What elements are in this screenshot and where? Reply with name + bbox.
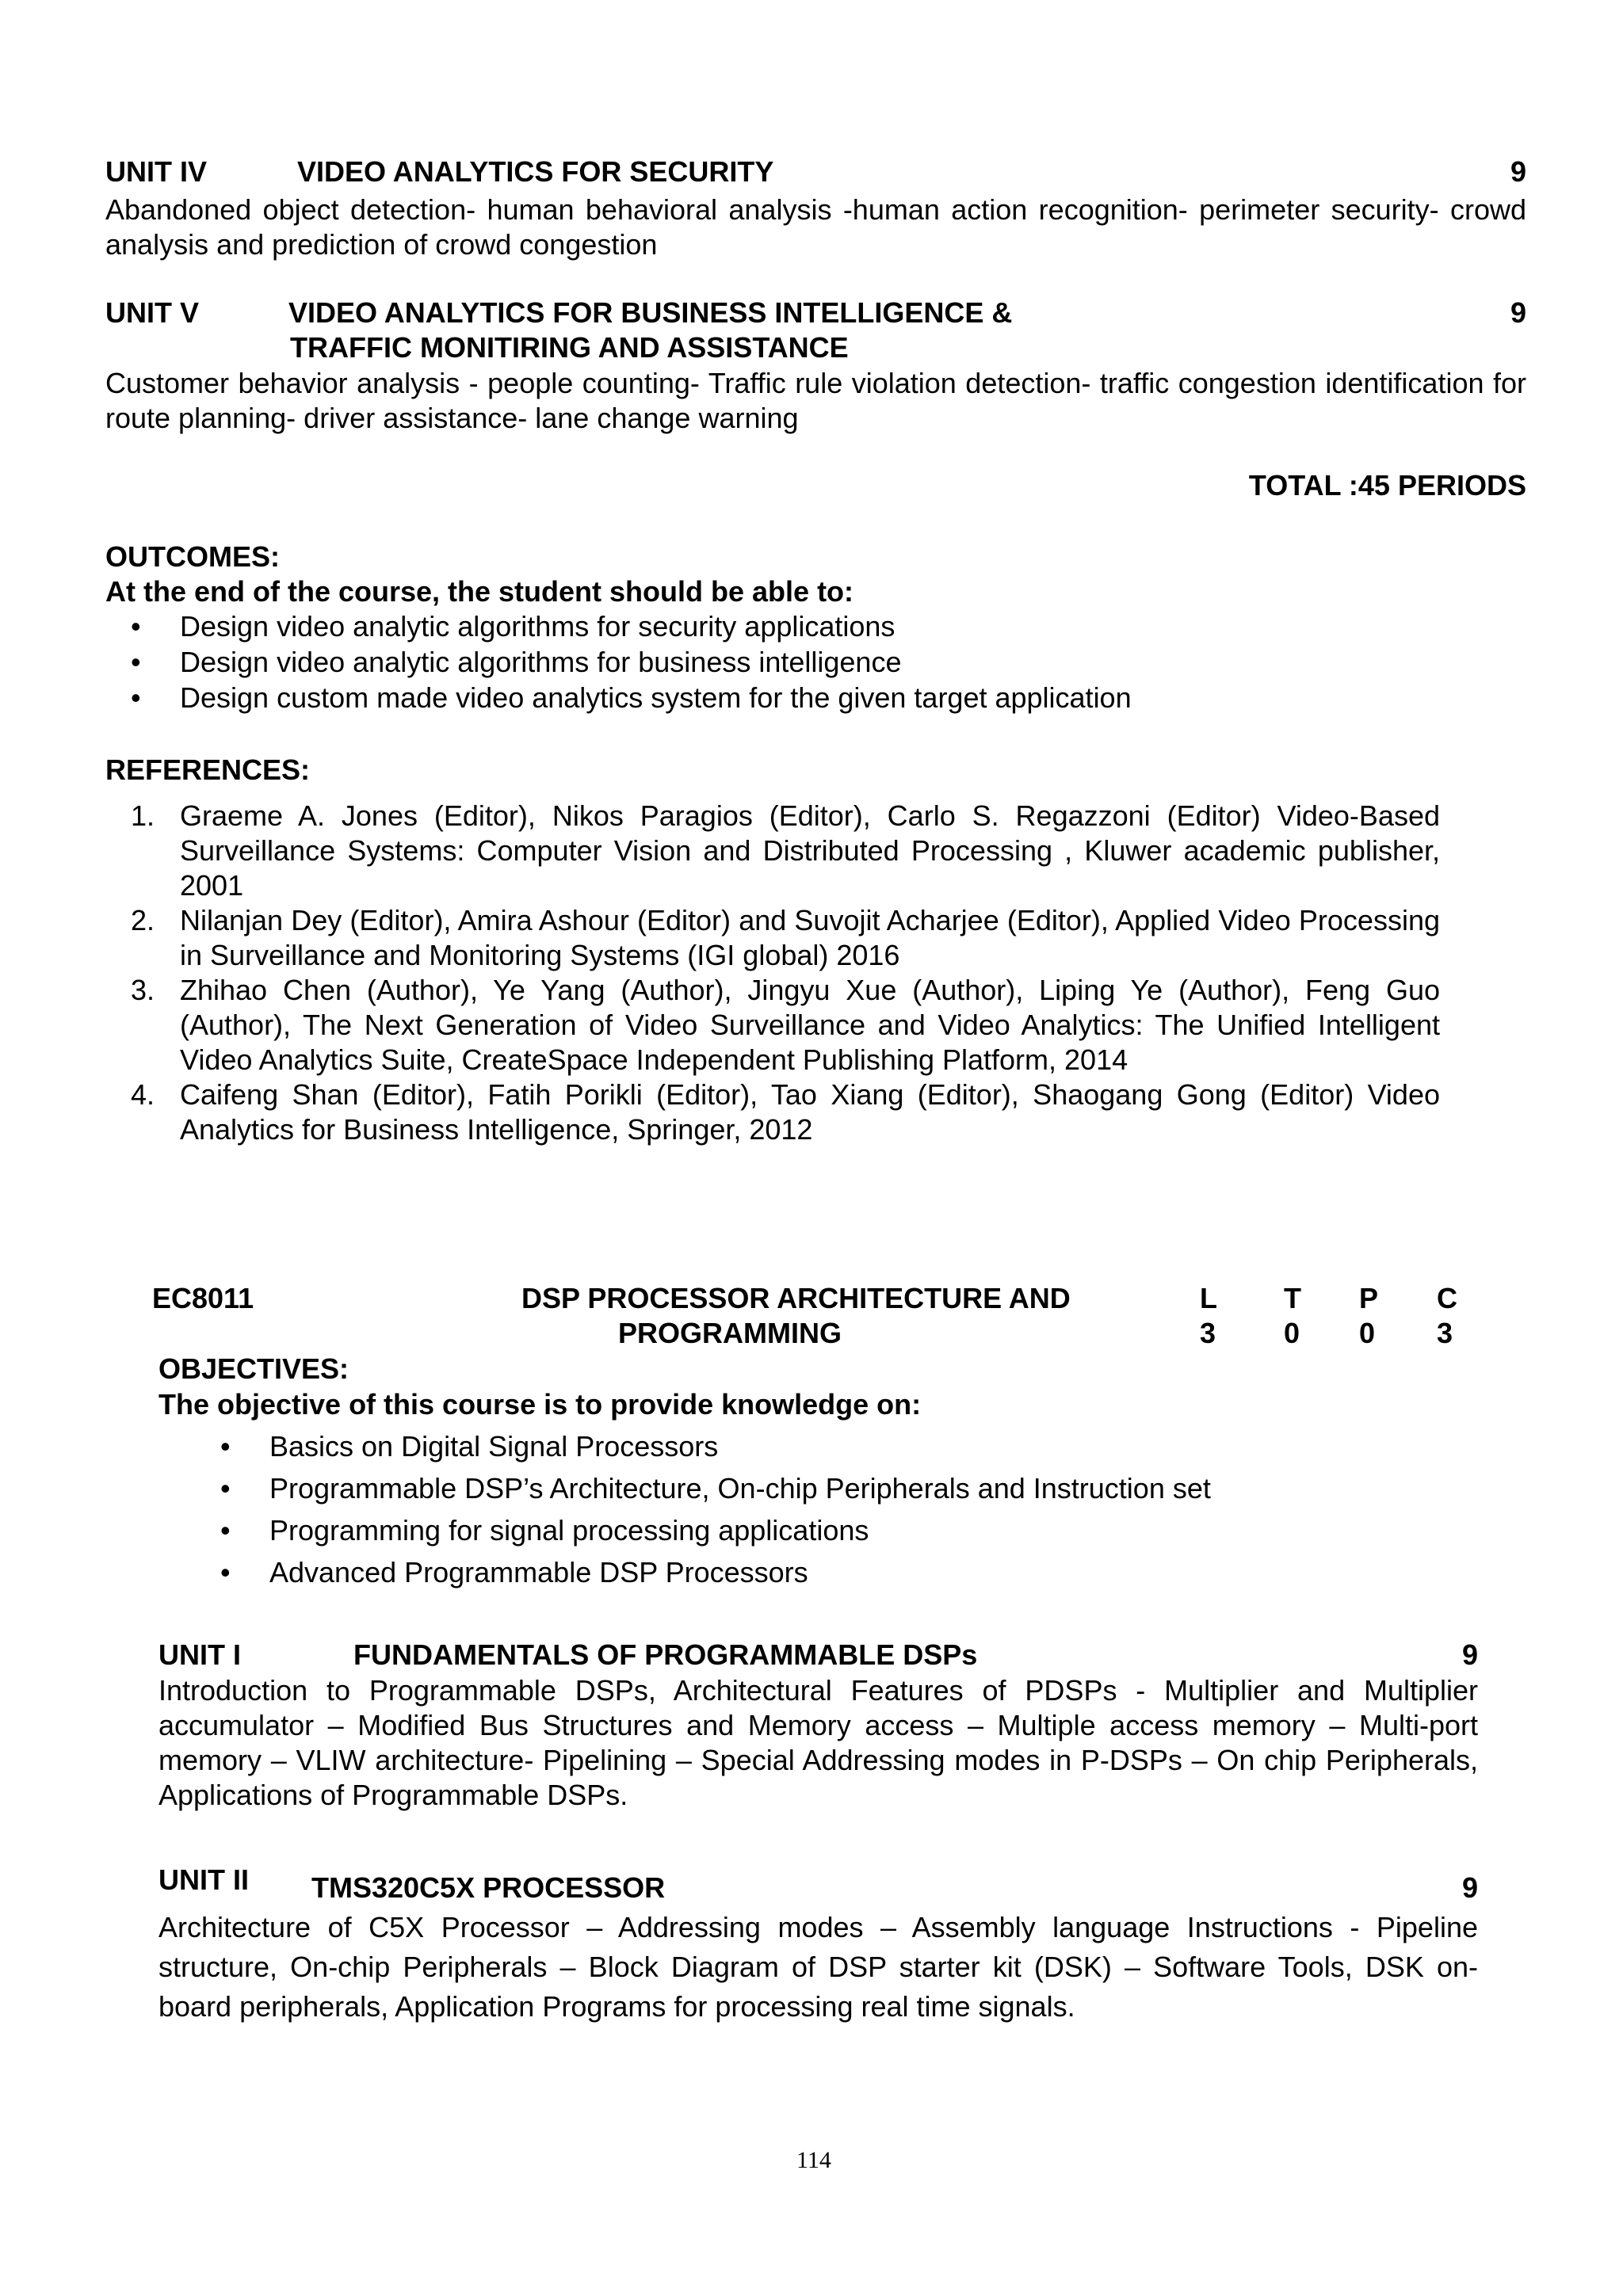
bullet-icon: • — [220, 1430, 231, 1463]
bullet-icon: • — [220, 1556, 231, 1589]
course-code: EC8011 — [152, 1282, 254, 1314]
reference-number: 3. — [131, 974, 155, 1006]
unit4-title: VIDEO ANALYTICS FOR SECURITY — [297, 155, 774, 188]
ltpc-header-c: C — [1437, 1282, 1457, 1314]
unit1-label: UNIT I — [158, 1638, 241, 1671]
unit2-body: Architecture of C5X Processor – Addressing modes – Assembly language Instructions - Pipeline structure, On-chip Peripherals – Block Diagram of DSP starter kit (DSK) – Software Tools, DSK on-board peripherals, Application Programs for processing real time signals. — [158, 1911, 1478, 2023]
reference-text: Caifeng Shan (Editor), Fatih Porikli (Editor), Tao Xiang (Editor), Shaogang Gong (Editor) Video Analytics for Business Intelligence, Springer, 2012 — [180, 1078, 1440, 1146]
objectives-heading: OBJECTIVES: — [158, 1352, 349, 1385]
bullet-icon: • — [220, 1514, 231, 1547]
reference-item — [131, 903, 1440, 973]
ltpc-value-t: 0 — [1284, 1317, 1300, 1349]
outcome-item-text: Design video analytic algorithms for security applications — [180, 610, 896, 643]
reference-number: 1. — [131, 799, 155, 832]
ltpc-header-p: P — [1359, 1282, 1379, 1314]
unit5-title-line2: TRAFFIC MONITIRING AND ASSISTANCE — [290, 331, 849, 364]
unit2-hours: 9 — [1461, 1871, 1478, 1904]
objectives-intro: The objective of this course is to provide knowledge on: — [158, 1388, 922, 1421]
bullet-icon: • — [131, 610, 141, 643]
reference-text: Zhihao Chen (Author), Ye Yang (Author), Jingyu Xue (Author), Liping Ye (Author), Feng Guo (Author), The Next Generation of Video Surveillance and Video Analytics: The Unified Intelligent Video Analytics Suite, CreateSpace Independent Publishing Platform, 2014 — [180, 974, 1440, 1076]
unit2-label: UNIT II — [158, 1863, 249, 1896]
unit1-body: Introduction to Programmable DSPs, Architectural Features of PDSPs - Multiplier and Multiplier accumulator – Modified Bus Structures and Memory access – Multiple access memory – Multi-port memory – VLIW architecture- Pipelining – Special Addressing modes in P-DSPs – On chip Peripherals, Applications of Programmable DSPs. — [158, 1674, 1478, 1811]
outcome-item-text: Design custom made video analytics system for the given target application — [180, 681, 1132, 714]
bullet-icon: • — [220, 1472, 231, 1505]
ltpc-header-t: T — [1284, 1282, 1301, 1314]
objective-item-text: Programmable DSP’s Architecture, On-chip Peripherals and Instruction set — [269, 1472, 1211, 1505]
unit2-title: TMS320C5X PROCESSOR — [311, 1871, 666, 1904]
reference-text: Nilanjan Dey (Editor), Amira Ashour (Editor) and Suvojit Acharjee (Editor), Applied Video Processing in Surveillance and Monitoring Systems (IGI global) 2016 — [180, 904, 1440, 971]
references-heading: REFERENCES: — [105, 753, 311, 786]
page-number: 114 — [796, 2147, 831, 2173]
total-periods: TOTAL :45 PERIODS — [1248, 469, 1526, 502]
objective-item-text: Basics on Digital Signal Processors — [269, 1430, 719, 1463]
course-title-line2: PROGRAMMING — [618, 1317, 842, 1349]
reference-item — [131, 799, 1440, 903]
objective-item — [220, 1555, 808, 1590]
objective-item-text: Programming for signal processing applications — [269, 1514, 869, 1547]
reference-item — [131, 1077, 1440, 1147]
outcome-item-text: Design video analytic algorithms for business intelligence — [180, 646, 902, 678]
reference-item — [131, 973, 1440, 1077]
objective-item — [220, 1471, 1211, 1506]
reference-number: 2. — [131, 904, 155, 936]
reference-number: 4. — [131, 1078, 155, 1111]
unit4-body: Abandoned object detection- human behavioral analysis -human action recognition- perimeter security- crowd analysis and prediction of crowd congestion — [105, 193, 1526, 261]
unit5-label: UNIT V — [105, 296, 200, 329]
outcome-item — [131, 681, 1132, 715]
ltpc-value-p: 0 — [1359, 1317, 1376, 1349]
objective-item — [220, 1513, 869, 1548]
outcomes-heading: OUTCOMES: — [105, 540, 280, 573]
bullet-icon: • — [131, 681, 141, 714]
objective-item-text: Advanced Programmable DSP Processors — [269, 1556, 808, 1589]
outcome-item — [131, 609, 895, 644]
bullet-icon: • — [131, 646, 141, 678]
unit4-hours: 9 — [1510, 155, 1526, 188]
unit5-hours: 9 — [1510, 296, 1526, 329]
objective-item — [220, 1429, 718, 1464]
unit4-label: UNIT IV — [105, 155, 208, 188]
course-title-line1: DSP PROCESSOR ARCHITECTURE AND — [521, 1282, 1071, 1314]
ltpc-value-c: 3 — [1437, 1317, 1453, 1349]
reference-text: Graeme A. Jones (Editor), Nikos Paragios (Editor), Carlo S. Regazzoni (Editor) Video-Based Surveillance Systems: Computer Vision and Distributed Processing , Kluwer academic publisher, 2001 — [180, 799, 1440, 902]
unit1-hours: 9 — [1461, 1638, 1478, 1671]
unit5-title-line1: VIDEO ANALYTICS FOR BUSINESS INTELLIGENCE & — [288, 296, 1013, 329]
ltpc-value-l: 3 — [1200, 1317, 1216, 1349]
outcome-item — [131, 645, 901, 680]
outcomes-intro: At the end of the course, the student should be able to: — [105, 575, 854, 608]
unit1-title: FUNDAMENTALS OF PROGRAMMABLE DSPs — [353, 1638, 978, 1671]
unit5-body: Customer behavior analysis - people counting- Traffic rule violation detection- traffic congestion identification for route planning- driver assistance- lane change warning — [105, 367, 1526, 434]
ltpc-header-l: L — [1200, 1282, 1217, 1314]
